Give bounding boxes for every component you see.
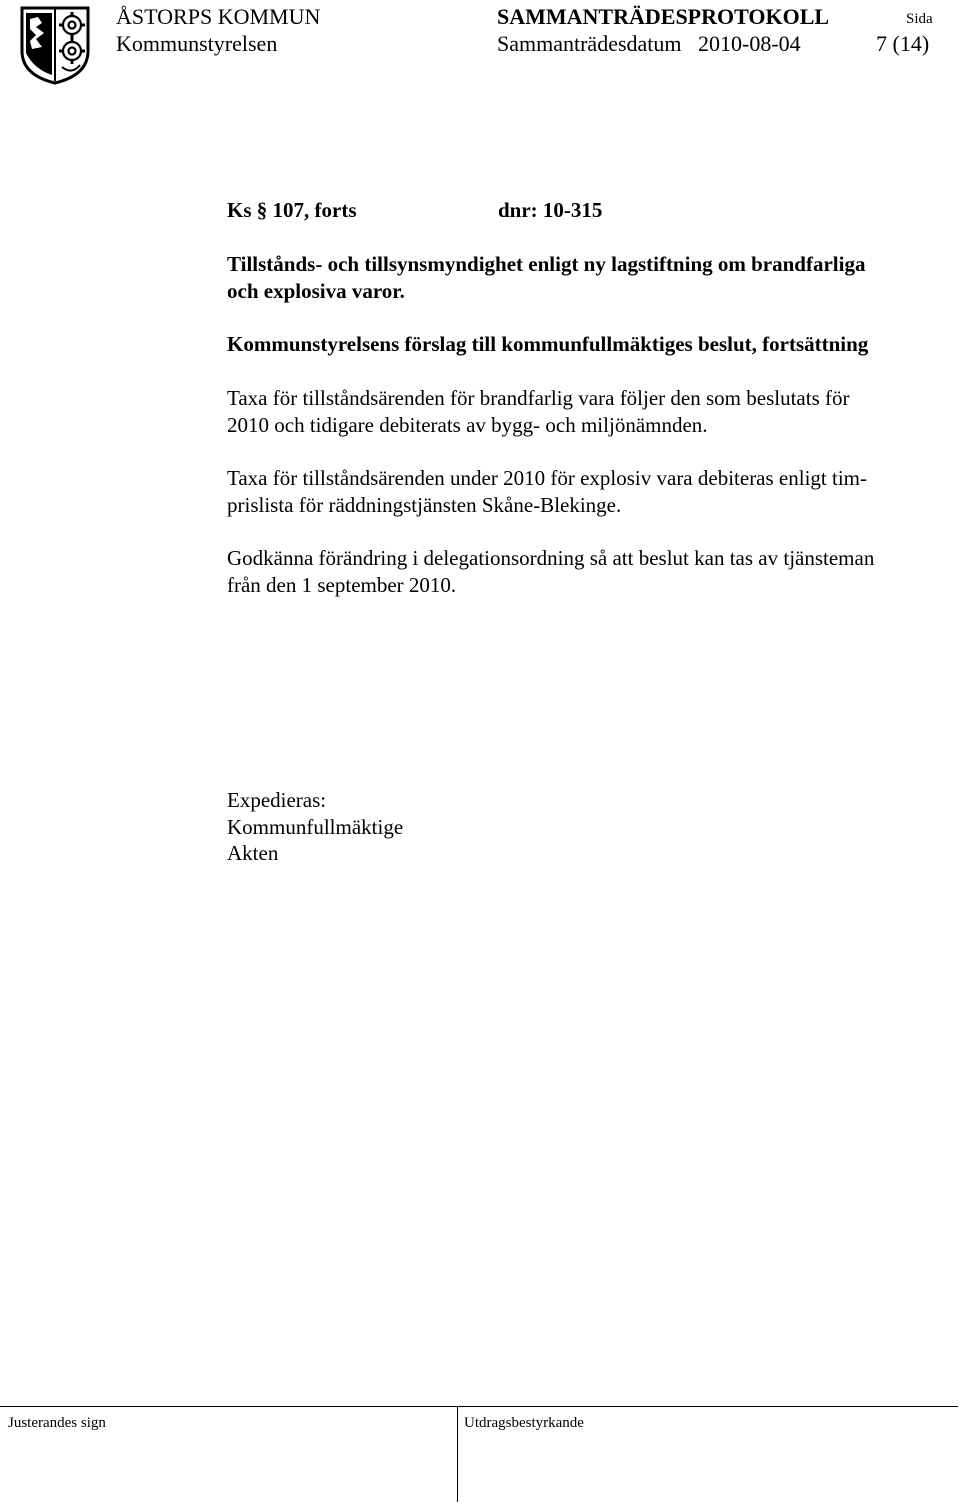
meeting-date: 2010-08-04 [698,31,801,56]
municipality-name: ÅSTORPS KOMMUN [116,4,321,29]
coat-of-arms-logo [18,5,92,85]
paragraph-fee-explosive [227,465,947,518]
distribution-recipient: Akten [227,841,279,865]
distribution-list [227,787,947,867]
paragraph-fee-flammable [227,385,947,438]
distribution-recipient: Kommunfullmäktige [227,814,404,839]
department-name: Kommunstyrelsen [116,31,278,56]
title-line-1: Tillstånds- och tillsynsmyndighet enligt ny lagstiftning om brandfarliga [227,252,866,276]
title-line-2: och explosiva varor. [227,279,405,303]
paragraph-line: Taxa för tillståndsärenden för brandfarlig vara följer den som beslutats för [227,386,850,410]
proposal-subheading: Kommunstyrelsens förslag till kommunfullmäktiges beslut, fortsättning [227,332,869,356]
diary-number: dnr: 10-315 [498,198,603,222]
paragraph-line: prislista för räddningstjänsten Skåne-Blekinge. [227,492,622,517]
footer-divider-horizontal [0,1406,958,1407]
footer-utdragsbestyrkande: Utdragsbestyrkande [464,1415,584,1431]
paragraph-delegation [227,545,947,598]
paragraph-line: 2010 och tidigare debiterats av bygg- och miljönämnden. [227,412,708,437]
meeting-date-label: Sammanträdesdatum [497,31,682,56]
page-label: Sida [906,11,933,27]
paragraph-line: Taxa för tillståndsärenden under 2010 för explosiv vara debiteras enligt tim- [227,466,867,490]
case-paragraph: Ks § 107, forts [227,198,357,222]
page-number: 7 (14) [876,31,930,56]
paragraph-line: Godkänna förändring i delegationsordning så att beslut kan tas av tjänsteman [227,546,875,570]
distribution-label: Expedieras: [227,788,327,812]
footer-divider-vertical [457,1406,458,1502]
footer-justerandes-sign: Justerandes sign [8,1415,106,1431]
paragraph-line: från den 1 september 2010. [227,572,457,597]
document-type: SAMMANTRÄDESPROTOKOLL [497,4,830,29]
